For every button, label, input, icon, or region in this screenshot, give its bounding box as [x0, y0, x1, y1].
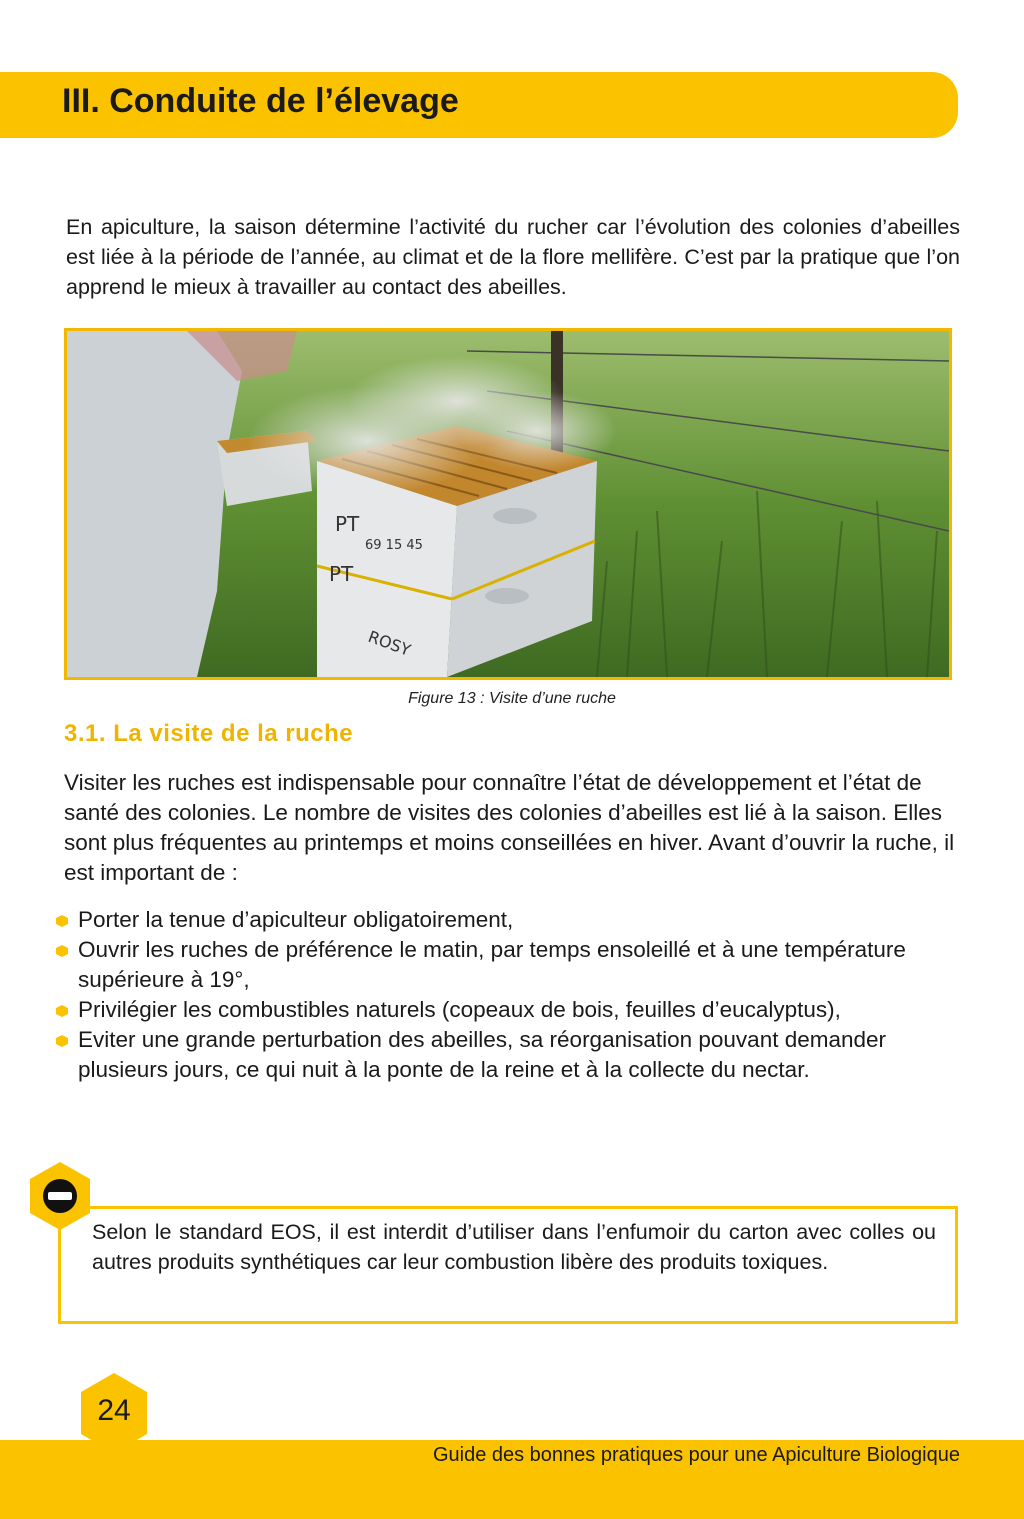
bullet-list	[56, 905, 956, 1085]
intro-paragraph: En apiculture, la saison détermine l’activité du rucher car l’évolution des colonies d’abeilles est liée à la période de l’année, au climat et de la flore mellifère. C’est par la pratique que l’on apprend le mieux à travailler au contact des abeilles.	[66, 215, 960, 299]
footer-guide-title: Guide des bonnes pratiques pour une Apiculture Biologique	[432, 1444, 960, 1466]
chapter-title: III. Conduite de l’élevage	[62, 82, 459, 120]
hive-label: PT	[335, 512, 360, 536]
list-item: Eviter une grande perturbation des abeilles, sa réorganisation pouvant demander plusieurs jours, ce qui nuit à la ponte de la reine et à la collecte du nectar.	[56, 1025, 956, 1085]
section-paragraph: Visiter les ruches est indispensable pour connaître l’état de développement et l’état de santé des colonies. Le nombre de visites des colonies d’abeilles est lié à la saison. Elles sont plus fréquentes au printemps et moins conseillées en hiver. Avant d’ouvrir la ruche, il est important de :	[64, 770, 955, 885]
hexagon-bullet-icon	[56, 1005, 68, 1017]
hexagon-bullet-icon	[56, 1035, 68, 1047]
figure-caption: Figure 13 : Visite d’une ruche	[408, 690, 616, 707]
list-item: Privilégier les combustibles naturels (copeaux de bois, feuilles d’eucalyptus),	[56, 995, 956, 1025]
list-item: Ouvrir les ruches de préférence le matin, par temps ensoleillé et à une température supérieure à 19°,	[56, 935, 956, 995]
page-number: 24	[97, 1394, 131, 1427]
section-title: 3.1. La visite de la ruche	[64, 720, 354, 747]
figure-photo	[64, 328, 952, 680]
hexagon-bullet-icon	[56, 945, 68, 957]
hexagon-bullet-icon	[56, 915, 68, 927]
hive-handle	[493, 508, 537, 524]
warning-text: Selon le standard EOS, il est interdit d’utiliser dans l’enfumoir du carton avec colles ou autres produits synthétiques car leur combustion libère des produits toxiques.	[92, 1220, 936, 1274]
list-item: Porter la tenue d’apiculteur obligatoirement,	[56, 905, 956, 935]
beehive-photo-illustration	[67, 331, 949, 677]
no-entry-icon	[28, 1160, 92, 1232]
hive-label: 69 15 45	[365, 538, 423, 553]
hive-label: ROSY	[365, 626, 414, 660]
hive-label: PT	[329, 562, 354, 586]
